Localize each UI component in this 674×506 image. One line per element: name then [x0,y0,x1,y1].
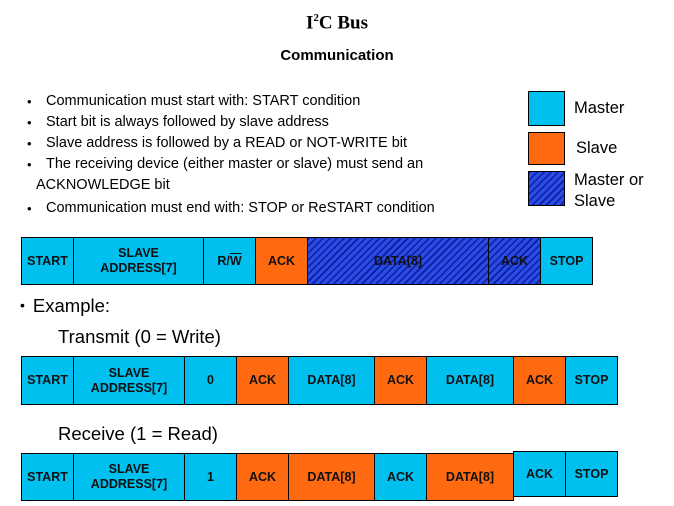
start-cell: START [21,453,74,501]
start-cell: START [21,237,74,285]
data-cell: DATA[8] [426,453,514,501]
ack-cell: ACK [513,356,566,405]
receive-heading: Receive (1 = Read) [58,423,218,444]
write-bit-cell: 0 [184,356,237,405]
stop-cell: STOP [565,451,618,497]
example-label: • Example: [20,295,111,316]
data-cell: DATA[8] [426,356,514,405]
rules-list [27,91,507,219]
legend-swatch-slave [528,132,565,165]
transmit-heading: Transmit (0 = Write) [58,326,221,347]
rule-item: • Communication must start with: START condition [27,91,507,112]
legend-swatch-master [528,91,565,126]
ack-cell: ACK [236,453,289,501]
ack-cell: ACK [513,451,566,497]
rule-item: • Start bit is always followed by slave address [27,112,507,133]
page-title: $I^2C$ Bus [305,12,368,34]
legend-swatch-master-or-slave [528,171,565,206]
slave-address-cell: SLAVE ADDRESS[7] [73,453,185,501]
stop-cell: STOP [565,356,618,405]
legend-label-slave: Slave [576,139,618,157]
ack-cell: ACK [255,237,308,285]
legend-label-master: Master [574,99,625,117]
ack-cell: ACK [374,453,427,501]
frame-receive [21,453,618,501]
start-cell: START [21,356,74,405]
data-cell: DATA[8] [307,237,489,285]
data-cell: DATA[8] [288,356,375,405]
rule-item: • Communication must end with: STOP or ReSTART condition [27,198,507,219]
rule-item: • The receiving device (either master or slave) must send an ACKNOWLEDGE bit [27,154,507,196]
read-bit-cell: 1 [184,453,237,501]
ack-cell: ACK [236,356,289,405]
slave-address-cell: SLAVE ADDRESS[7] [73,237,204,285]
slave-address-cell: SLAVE ADDRESS[7] [73,356,185,405]
data-cell: DATA[8] [288,453,375,501]
rule-item: • Slave address is followed by a READ or NOT-WRITE bit [27,133,507,154]
ack-cell: ACK [374,356,427,405]
frame-general [21,237,593,285]
page-subtitle: Communication [280,47,394,64]
stop-cell: STOP [540,237,593,285]
frame-transmit [21,356,618,405]
read-write-cell: $R/\overline{W}$ [203,237,256,285]
legend-label-master-or-slave: Master or Slave [574,171,644,210]
ack-cell: ACK [488,237,541,285]
